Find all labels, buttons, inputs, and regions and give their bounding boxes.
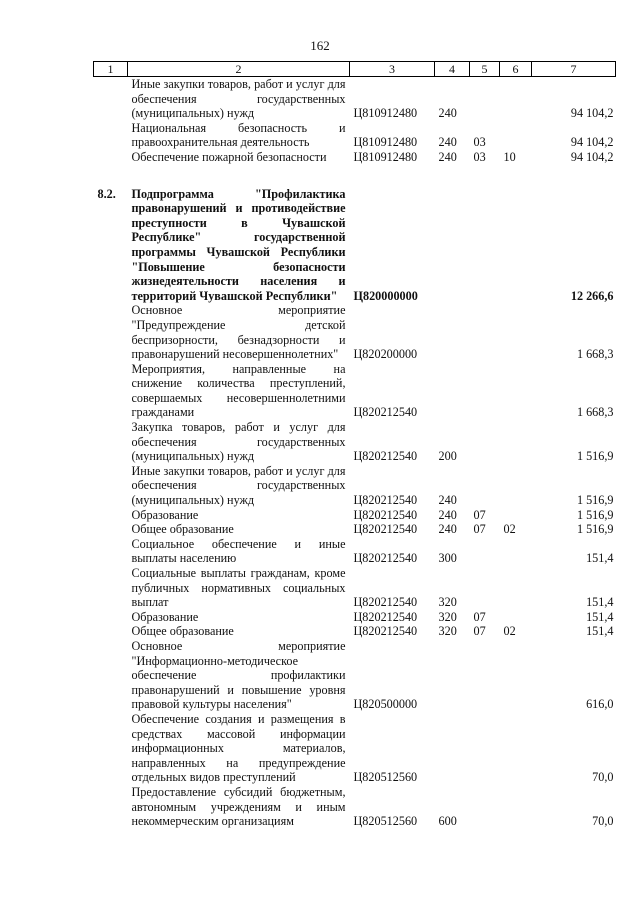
- table-row: [94, 420, 616, 464]
- row-number: [94, 639, 128, 712]
- row-target-code: Ц820212540: [353, 551, 418, 566]
- table-row: [94, 150, 616, 165]
- row-expense-type: 240: [438, 522, 457, 537]
- row-name: Иные закупки товаров, работ и услуг для обеспечения государственных (муниципальных) нужд: [131, 77, 346, 121]
- row-name: Предоставление субсидий бюджетным, автономным учреждениям и иным некоммерческим организациям: [131, 784, 346, 829]
- row-section: [470, 566, 500, 610]
- row-section: 03: [473, 135, 486, 150]
- table-row: [94, 187, 616, 304]
- page-number: 162: [310, 38, 330, 53]
- row-amount: 1 516,9: [576, 449, 614, 464]
- row-number: [94, 537, 128, 566]
- row-section: [470, 712, 500, 785]
- table-row: [94, 303, 616, 361]
- row-target-code: Ц820212540: [353, 493, 418, 508]
- row-amount: 12 266,6: [570, 288, 614, 303]
- table-row: [94, 566, 616, 610]
- table-body: [94, 77, 616, 829]
- table-row: [94, 464, 616, 508]
- row-number: [94, 610, 128, 625]
- row-expense-type: 300: [438, 551, 457, 566]
- row-subsection: [500, 537, 532, 566]
- row-amount: 70,0: [592, 770, 614, 785]
- row-target-code: Ц810912480: [353, 106, 418, 121]
- header-col-3: 3: [350, 62, 435, 77]
- row-target-code: Ц820200000: [353, 347, 418, 362]
- row-number: [94, 150, 128, 165]
- row-number: [94, 712, 128, 785]
- row-subsection: [500, 566, 532, 610]
- row-amount: 94 104,2: [570, 135, 614, 150]
- row-section: [470, 464, 500, 508]
- row-expense-type: 240: [438, 493, 457, 508]
- row-expense-type: 200: [438, 449, 457, 464]
- row-section: [470, 537, 500, 566]
- row-name: Иные закупки товаров, работ и услуг для обеспечения государственных (муниципальных) нужд: [131, 463, 346, 508]
- table-row: [94, 537, 616, 566]
- row-subsection: [500, 785, 532, 829]
- row-target-code: Ц820212540: [353, 522, 418, 537]
- row-amount: 94 104,2: [570, 106, 614, 121]
- row-expense-type: [435, 639, 470, 712]
- spacer-cell: [94, 165, 616, 187]
- row-subsection: [500, 77, 532, 121]
- row-number: [94, 121, 128, 150]
- row-expense-type: [435, 712, 470, 785]
- table-header-row: [94, 62, 616, 77]
- table-row: [94, 121, 616, 150]
- row-number: [94, 362, 128, 420]
- row-amount: 1 668,3: [576, 347, 614, 362]
- row-section: 07: [473, 609, 486, 624]
- row-expense-type: [435, 362, 470, 420]
- row-subsection: [500, 303, 532, 361]
- row-target-code: Ц820212540: [353, 507, 418, 522]
- row-amount: 151,4: [586, 595, 614, 610]
- header-col-1: 1: [94, 62, 128, 77]
- row-section: [470, 187, 500, 304]
- header-col-7: 7: [532, 62, 616, 77]
- row-expense-type: [435, 303, 470, 361]
- row-name: Обеспечение пожарной безопасности: [131, 149, 327, 164]
- row-section: [470, 420, 500, 464]
- row-name: Основное мероприятие "Предупреждение детской беспризорности, безнадзорности и правонарушений несовершеннолетних": [131, 303, 346, 362]
- row-number: [94, 566, 128, 610]
- row-name: Основное мероприятие "Информационно-методическое обеспечение профилактики правонарушений и повышение уровня правовой культуры населения": [131, 638, 346, 712]
- row-name: Национальная безопасность и правоохранительная деятельность: [131, 120, 346, 150]
- row-expense-type: 320: [438, 609, 457, 624]
- row-target-code: Ц820212540: [353, 609, 418, 624]
- row-subsection: [500, 420, 532, 464]
- row-target-code: Ц820212540: [353, 624, 418, 639]
- row-name: Закупка товаров, работ и услуг для обеспечения государственных (муниципальных) нужд: [131, 420, 346, 464]
- row-section: [470, 639, 500, 712]
- row-section: [470, 785, 500, 829]
- row-name: Мероприятия, направленные на снижение количества преступлений, совершаемых несовершеннолетними гражданами: [131, 361, 346, 420]
- row-name: Общее образование: [131, 624, 234, 639]
- row-amount: 151,4: [586, 624, 614, 639]
- row-name: Подпрограмма "Профилактика правонарушений и противодействие преступности в Чувашской Республике" государственной программы Чувашской Республики "Повышение безопасности жизнедеятельности населения и территорий Чувашской Республики": [131, 186, 346, 303]
- row-expense-type: 240: [438, 149, 457, 164]
- row-number: [94, 508, 128, 523]
- row-subsection: 02: [503, 522, 516, 537]
- row-target-code: Ц820000000: [353, 288, 418, 303]
- row-subsection: [500, 508, 532, 523]
- row-expense-type: [435, 187, 470, 304]
- row-amount: 151,4: [586, 609, 614, 624]
- table-row: [94, 508, 616, 523]
- row-number: [94, 303, 128, 361]
- row-subsection: 10: [503, 149, 516, 164]
- row-target-code: Ц820212540: [353, 405, 418, 420]
- row-number: [94, 785, 128, 829]
- row-subsection: 02: [503, 624, 516, 639]
- row-target-code: Ц820212540: [353, 449, 418, 464]
- row-target-code: Ц820500000: [353, 697, 418, 712]
- row-name: Общее образование: [131, 522, 234, 537]
- row-section: [470, 303, 500, 361]
- row-name: Образование: [131, 609, 199, 624]
- budget-table: [93, 61, 616, 829]
- row-number: 8.2.: [97, 186, 116, 201]
- row-section: 03: [473, 149, 486, 164]
- row-target-code: Ц820512560: [353, 814, 418, 829]
- row-expense-type: 240: [438, 135, 457, 150]
- row-amount: 1 668,3: [576, 405, 614, 420]
- row-expense-type: 320: [438, 595, 457, 610]
- row-expense-type: 240: [438, 507, 457, 522]
- header-col-5: 5: [470, 62, 500, 77]
- row-number: [94, 464, 128, 508]
- row-expense-type: 240: [438, 106, 457, 121]
- row-expense-type: 600: [438, 814, 457, 829]
- row-name: Социальные выплаты гражданам, кроме публичных нормативных социальных выплат: [131, 566, 346, 610]
- row-expense-type: 320: [438, 624, 457, 639]
- table-row: [94, 785, 616, 829]
- header-col-2: 2: [128, 62, 350, 77]
- row-spacer: [94, 165, 616, 187]
- row-subsection: [500, 187, 532, 304]
- row-subsection: [500, 639, 532, 712]
- row-name: Образование: [131, 507, 199, 522]
- row-number: [94, 522, 128, 537]
- row-amount: 1 516,9: [576, 507, 614, 522]
- table-row: [94, 639, 616, 712]
- row-target-code: Ц820212540: [353, 595, 418, 610]
- table-row: [94, 712, 616, 785]
- row-section: [470, 362, 500, 420]
- table-row: [94, 624, 616, 639]
- row-target-code: Ц810912480: [353, 149, 418, 164]
- header-col-6: 6: [500, 62, 532, 77]
- row-subsection: [500, 712, 532, 785]
- header-col-4: 4: [435, 62, 470, 77]
- row-section: [470, 77, 500, 121]
- row-amount: 151,4: [586, 551, 614, 566]
- row-number: [94, 624, 128, 639]
- row-target-code: Ц810912480: [353, 135, 418, 150]
- table-row: [94, 610, 616, 625]
- row-name: Социальное обеспечение и иные выплаты населению: [131, 536, 346, 566]
- row-subsection: [500, 362, 532, 420]
- row-subsection: [500, 121, 532, 150]
- row-amount: 70,0: [592, 814, 614, 829]
- table-row: [94, 362, 616, 420]
- row-name: Обеспечение создания и размещения в средствах массовой информации информационных материалов, направленных на предупреждение отдельных видов преступлений: [131, 711, 346, 785]
- row-subsection: [500, 610, 532, 625]
- row-target-code: Ц820512560: [353, 770, 418, 785]
- row-section: 07: [473, 522, 486, 537]
- row-amount: 616,0: [586, 697, 614, 712]
- row-subsection: [500, 464, 532, 508]
- row-section: 07: [473, 624, 486, 639]
- row-section: 07: [473, 507, 486, 522]
- row-amount: 94 104,2: [570, 149, 614, 164]
- row-amount: 1 516,9: [576, 493, 614, 508]
- table-row: [94, 77, 616, 121]
- row-number: [94, 77, 128, 121]
- row-amount: 1 516,9: [576, 522, 614, 537]
- table-row: [94, 522, 616, 537]
- row-number: [94, 420, 128, 464]
